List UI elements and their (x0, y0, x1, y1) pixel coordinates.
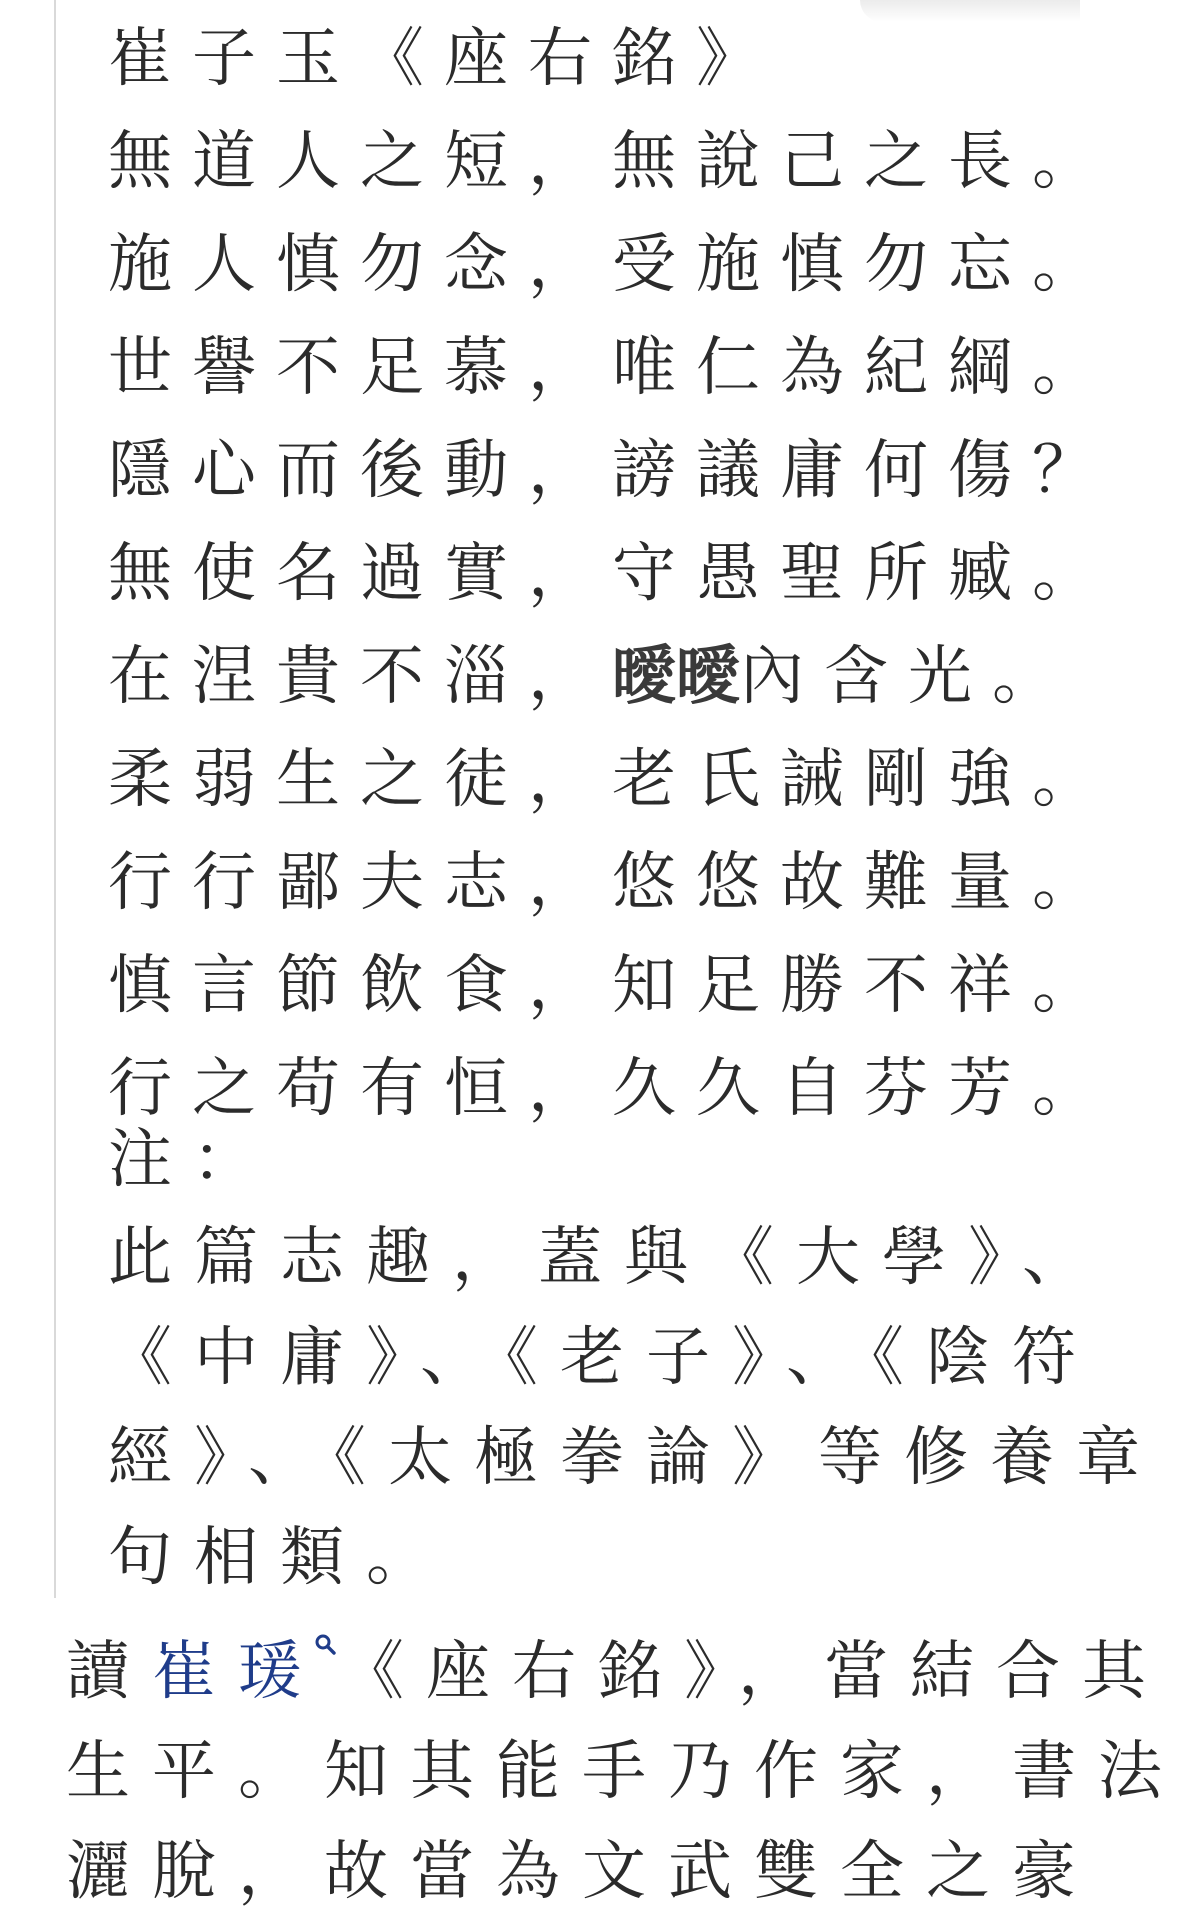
commentary-line (66, 1622, 1168, 1722)
note-line: 句相類。 (108, 1521, 452, 1595)
inscription-line: 慎言節飲食，知足勝不祥。 (108, 949, 1116, 1023)
inscription-line: 行之苟有恒，久久自芬芳。 (108, 1052, 1116, 1126)
commentary-line: 生平。知其能手乃作家，書法 (66, 1735, 1184, 1809)
blockquote (54, 0, 1162, 1598)
note-body (108, 1208, 1162, 1608)
commentary-paragraph (66, 1622, 1184, 1922)
commentary-line: 灑脫，故當為文武雙全之豪 (66, 1835, 1098, 1909)
highlighted-word: 曖曖 (612, 640, 740, 714)
note-label: 注： (108, 1123, 276, 1197)
inscription-text: 內含光。 (740, 640, 1076, 714)
author-link[interactable]: 崔瑗 (152, 1635, 324, 1709)
inscription-text: 在涅貴不淄， (108, 640, 612, 714)
inscription-lines (108, 8, 1116, 1141)
note-line: 《中庸》、《老子》、《陰符 (108, 1321, 1098, 1395)
note-line: 此篇志趣，蓋與《大學》、 (108, 1221, 1108, 1295)
inscription-line: 世譽不足慕，唯仁為紀綱。 (108, 331, 1116, 405)
inscription-line: 無道人之短，無說己之長。 (108, 125, 1116, 199)
inscription-line: 無使名過實，守愚聖所臧。 (108, 537, 1116, 611)
note-line: 經》、《太極拳論》等修養章 (108, 1421, 1162, 1495)
inscription-title: 崔子玉《座右銘》 (108, 22, 780, 96)
inscription-line: 柔弱生之徒，老氏誡剛強。 (108, 743, 1116, 817)
inscription-line: 行行鄙夫志，悠悠故難量。 (108, 846, 1116, 920)
inscription-line (108, 626, 1116, 729)
commentary-text: 《座右銘》，當結合其 (340, 1635, 1168, 1709)
commentary-text: 讀 (66, 1635, 152, 1709)
inscription-line: 隱心而後動，謗議庸何傷？ (108, 434, 1116, 508)
search-icon[interactable] (314, 1633, 336, 1655)
inscription-line: 施人慎勿念，受施慎勿忘。 (108, 228, 1116, 302)
